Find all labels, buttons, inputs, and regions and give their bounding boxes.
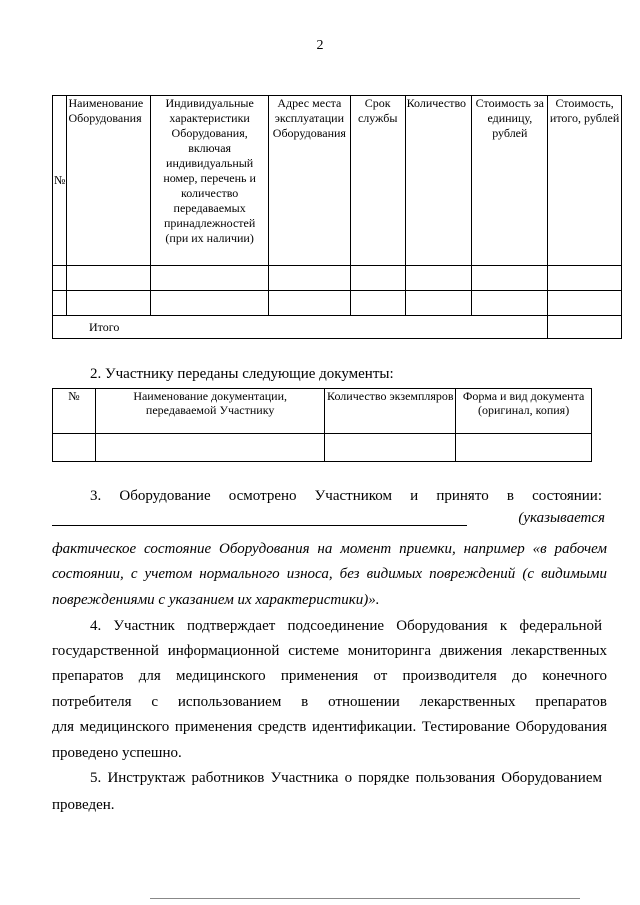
col-equipment-name: Наименование Оборудования: [67, 96, 151, 266]
section5-line2: проведен.: [52, 797, 115, 813]
equipment-table: [52, 95, 622, 339]
table-row: [53, 434, 592, 462]
col-doc-form: Форма и вид документа (оригинал, копия): [456, 389, 592, 434]
page-number: 2: [316, 38, 324, 53]
col-address: Адрес места эксплуатации Оборудования: [268, 96, 350, 266]
table-row: [53, 291, 622, 316]
col-unit-cost: Стоимость за единицу, рублей: [472, 96, 548, 266]
section4-line6: проведено успешно.: [52, 745, 182, 761]
section2-title: 2. Участнику переданы следующие документы:: [90, 366, 394, 382]
section4-line1: 4. Участник подтверждает подсоединение Оборудования к федеральной: [90, 618, 602, 634]
total-label: Итого: [53, 316, 548, 339]
table-row: [53, 266, 622, 291]
section4-line2: государственной информационной системе мониторинга движения лекарственных: [52, 643, 607, 659]
col-doc-copies: Количество экземпляров: [325, 389, 456, 434]
section3-hint-start: (указывается: [518, 510, 605, 526]
documents-table-header-row: [53, 389, 592, 434]
col-characteristics: Индивидуальные характеристики Оборудования, включая индивидуальный номер, перечень и количество передаваемых принадлежностей (при их наличии): [151, 96, 269, 266]
col-doc-name: Наименование документации, передаваемой Участнику: [95, 389, 325, 434]
section3-text: 3. Оборудование осмотрено Участником и принято в состоянии:: [90, 488, 602, 504]
section3-hint-line4: повреждениями с указанием их характеристики)».: [52, 592, 380, 608]
col-service-life: Срок службы: [350, 96, 405, 266]
section4-line4: потребителя с использованием в отношении лекарственных препаратов: [52, 694, 607, 710]
col-total-cost: Стоимость, итого, рублей: [548, 96, 622, 266]
total-value-cell[interactable]: [548, 316, 622, 339]
fill-in-line[interactable]: [52, 525, 467, 526]
col-doc-number: №: [53, 389, 96, 434]
section4-line3: препаратов для медицинского применения от производителя до конечного: [52, 668, 607, 684]
col-number: №: [53, 96, 67, 266]
equipment-table-header-row: [53, 96, 622, 266]
section3-hint-line2: фактическое состояние Оборудования на момент приемки, например «в рабочем: [52, 541, 607, 557]
section3-hint-line3: состоянии, с учетом нормального износа, без видимых повреждений (с видимыми: [52, 566, 607, 582]
documents-table: [52, 388, 592, 462]
total-row: [53, 316, 622, 339]
col-quantity: Количество: [405, 96, 472, 266]
section5-line1: 5. Инструктаж работников Участника о порядке пользования Оборудованием: [90, 770, 602, 786]
scan-edge-line: [150, 898, 580, 899]
section4-line5: для медицинского применения средств идентификации. Тестирование Оборудования: [52, 719, 607, 735]
